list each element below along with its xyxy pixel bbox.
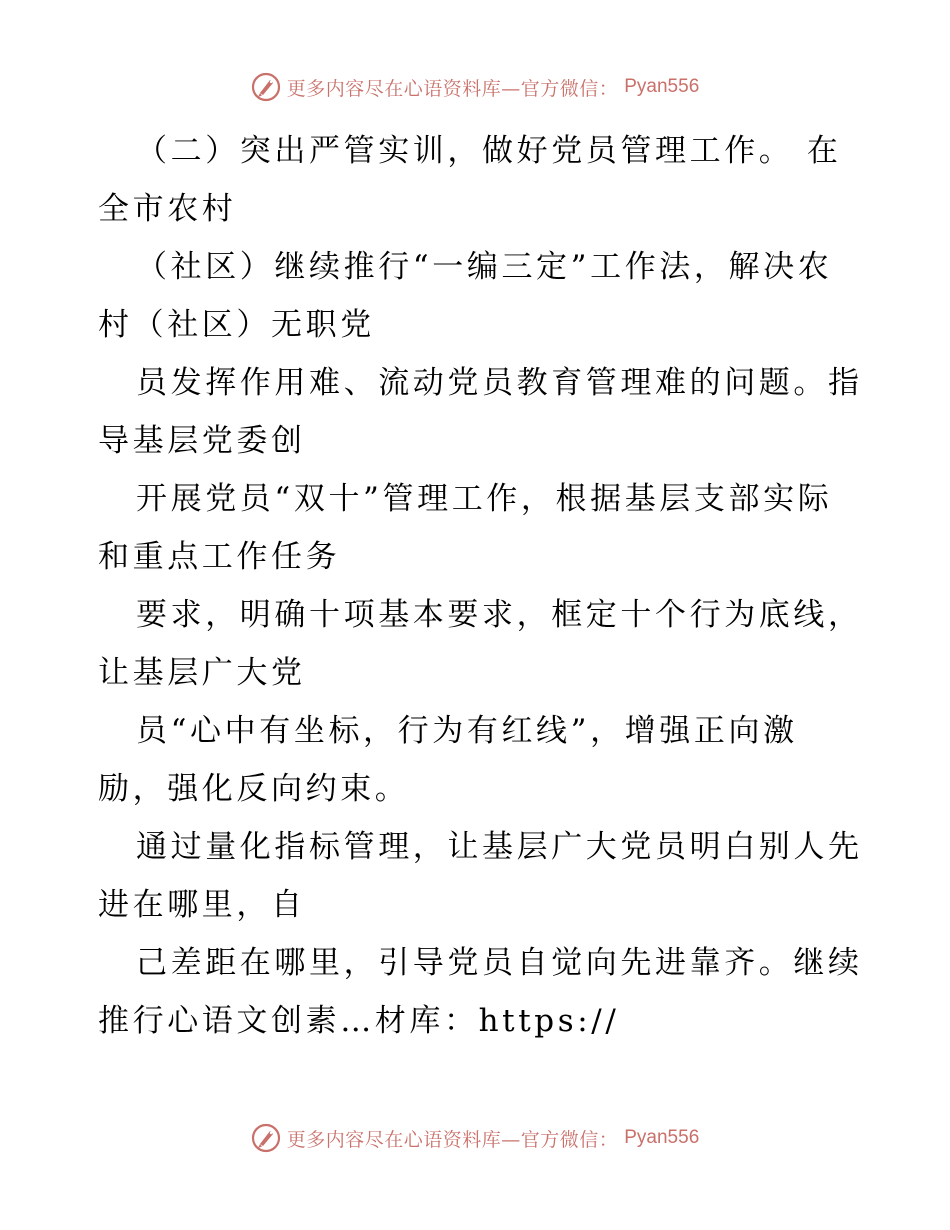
- paragraph-line: 开展党员“双十”管理工作，根据基层支部实际: [136, 481, 833, 517]
- watermark-account: Pyan556: [624, 76, 700, 97]
- paragraph-line: 励，强化反向约束。: [98, 771, 410, 807]
- paragraph-line: 推行心语文创素…材库：https://: [98, 1003, 620, 1039]
- paragraph-line: 员“心中有坐标，行为有红线”，增强正向激: [136, 713, 798, 749]
- paragraph-line: 员发挥作用难、流动党员教育管理难的问题。指: [136, 365, 863, 401]
- paragraph-line: 导基层党委创: [98, 423, 306, 459]
- paragraph-line: （二）突出严管实训，做好党员管理工作。 在: [136, 133, 842, 169]
- paragraph-line: 通过量化指标管理，让基层广大党员明白别人先: [136, 829, 863, 865]
- document-body: [98, 122, 863, 1050]
- pen-nib-circle-icon: [251, 72, 281, 102]
- watermark-text: 更多内容尽在心语资料库—官方微信：: [286, 1128, 619, 1151]
- paragraph-line: 和重点工作任务: [98, 539, 341, 575]
- paragraph-line: 让基层广大党: [98, 655, 306, 691]
- footer-watermark: [0, 1123, 950, 1153]
- paragraph-line: 全市农村: [98, 191, 237, 227]
- header-watermark: [0, 72, 950, 102]
- paragraph-line: （社区）继续推行“一编三定”工作法，解决农: [136, 249, 833, 285]
- paragraph-line: 进在哪里，自: [98, 887, 306, 923]
- pen-nib-circle-icon: [251, 1123, 281, 1153]
- paragraph-line: 己差距在哪里，引导党员自觉向先进靠齐。继续: [136, 945, 863, 981]
- watermark-text: 更多内容尽在心语资料库—官方微信：: [286, 77, 619, 100]
- paragraph-line: 村（社区）无职党: [98, 307, 375, 343]
- paragraph-line: 要求，明确十项基本要求，框定十个行为底线，: [136, 597, 863, 633]
- watermark-account: Pyan556: [624, 1127, 700, 1148]
